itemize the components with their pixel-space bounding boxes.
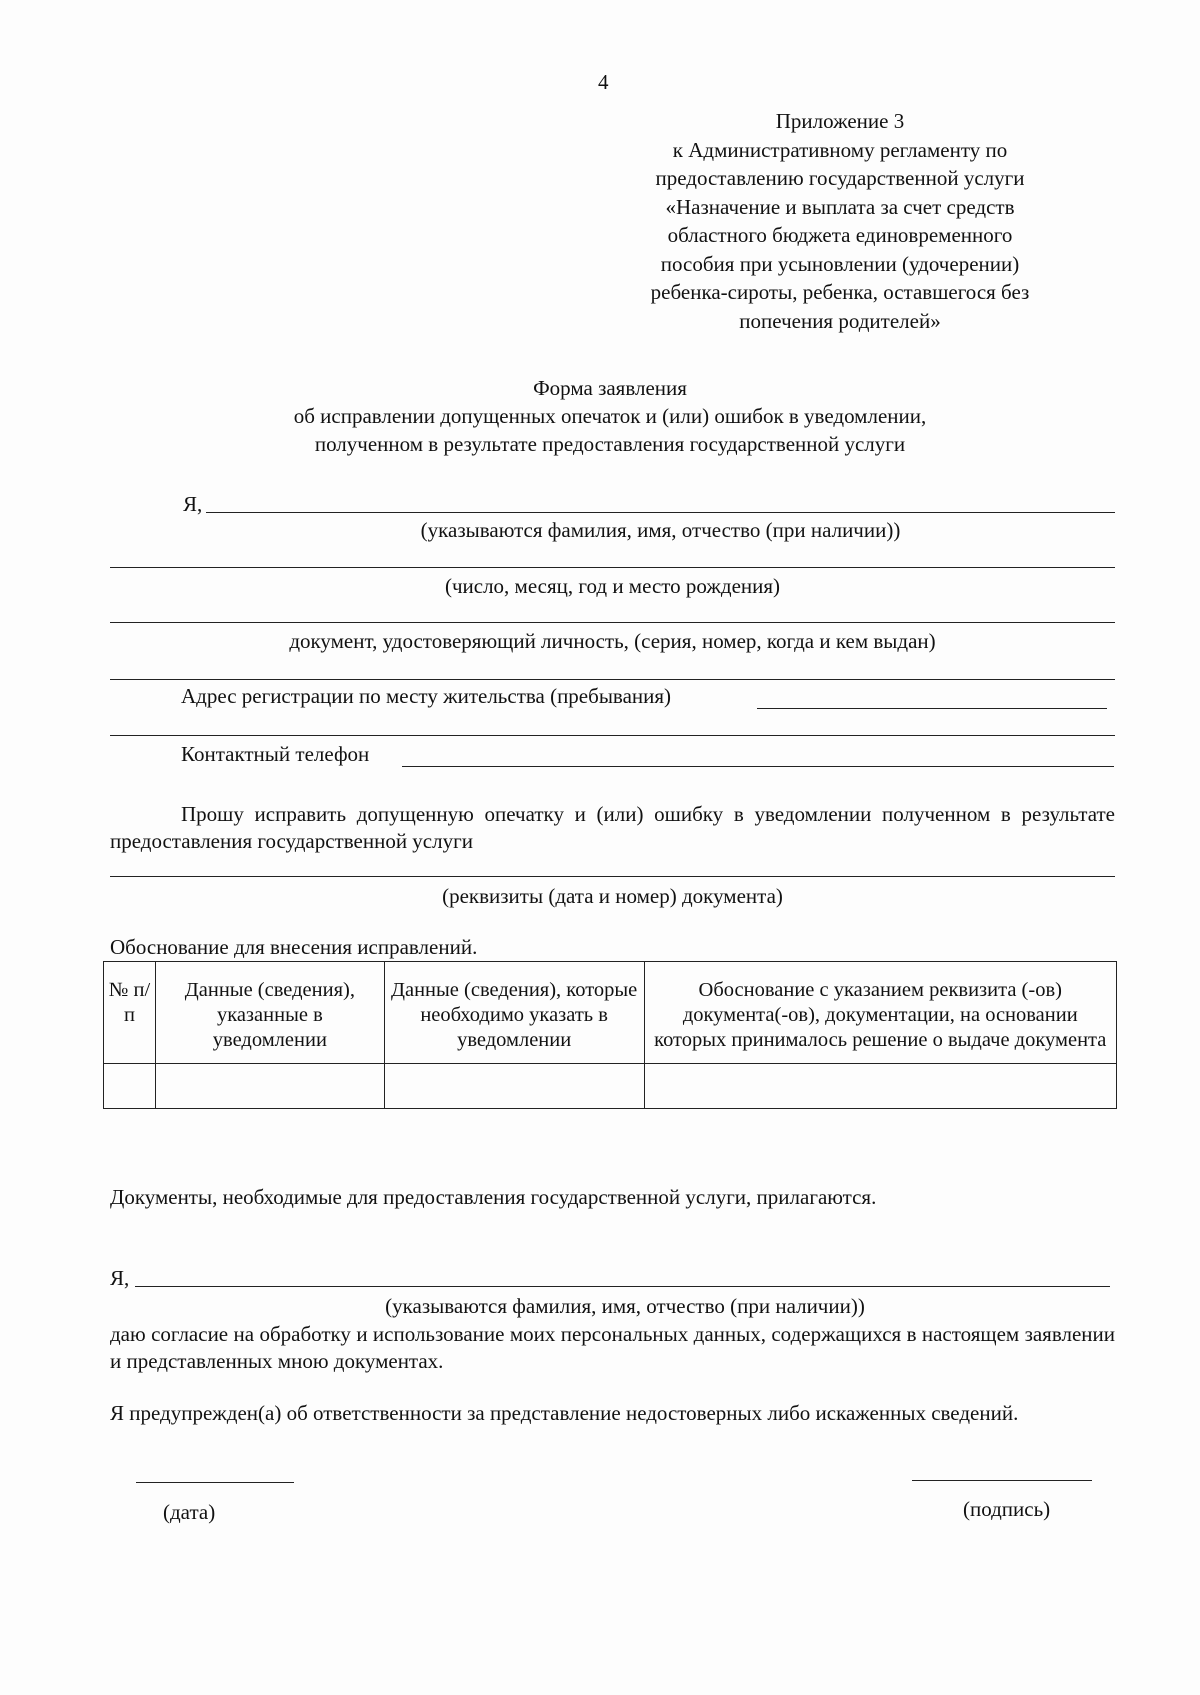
- table-cell-number[interactable]: [104, 1064, 156, 1109]
- date-caption: (дата): [163, 1500, 216, 1524]
- phone-field[interactable]: [402, 766, 1114, 767]
- signature-caption: (подпись): [963, 1497, 1051, 1521]
- appendix-line: «Назначение и выплата за счет средств: [665, 194, 1015, 219]
- appendix-line: попечения родителей»: [739, 308, 941, 333]
- table-header-row: [104, 962, 1117, 1064]
- table-heading: Обоснование для внесения исправлений.: [110, 935, 478, 959]
- appendix-line: ребенка-сироты, ребенка, оставшегося без: [650, 280, 1030, 304]
- requisites-field[interactable]: [110, 876, 1115, 877]
- column-header-correct-data: Данные (сведения), которые необходимо указать в уведомлении: [384, 962, 644, 1064]
- appendix-line: Приложение 3: [775, 109, 905, 133]
- birth-caption: (число, месяц, год и место рождения): [444, 574, 781, 598]
- applicant-fio-field[interactable]: [206, 512, 1115, 513]
- appendix-block: [605, 107, 1075, 335]
- appendix-line: пособия при усыновлении (удочерении): [660, 251, 1020, 276]
- consent-fio-field[interactable]: [135, 1286, 1110, 1287]
- form-title: [110, 374, 1110, 458]
- consent-ya-label: Я,: [110, 1266, 130, 1290]
- signature-field[interactable]: [912, 1480, 1092, 1481]
- id-document-field-line[interactable]: [110, 679, 1115, 680]
- applicant-fio-caption: (указываются фамилия, имя, отчество (при наличии)): [420, 518, 901, 542]
- consent-text: даю согласие на обработку и использование моих персональных данных, содержащихся в настоящем заявлении и представленных мною документах.: [110, 1322, 1115, 1373]
- id-document-caption: документ, удостоверяющий личность, (серия, номер, когда и кем выдан): [289, 629, 936, 653]
- page-number: 4: [598, 70, 609, 94]
- column-header-justification: Обоснование с указанием реквизита (-ов) документа(-ов), документации, на основании которых принималось решение о выдаче документа: [644, 962, 1116, 1064]
- table-row: [104, 1064, 1117, 1109]
- form-title-line: полученном в результате предоставления государственной услуги: [314, 432, 906, 456]
- liability-warning: Я предупрежден(а) об ответственности за представление недостоверных либо искаженных сведений.: [110, 1401, 1019, 1425]
- table-cell-correct-data[interactable]: [384, 1064, 644, 1109]
- applicant-ya-label: Я,: [183, 492, 203, 516]
- appendix-line: областного бюджета единовременного: [667, 223, 1013, 247]
- table-cell-notice-data[interactable]: [155, 1064, 384, 1109]
- address-field-line-2[interactable]: [110, 735, 1115, 736]
- phone-label: Контактный телефон: [181, 742, 370, 766]
- address-field[interactable]: [757, 708, 1107, 709]
- attachments-note: Документы, необходимые для предоставления государственной услуги, прилагаются.: [110, 1185, 877, 1209]
- form-title-line: Форма заявления: [533, 376, 687, 400]
- requisites-caption: (реквизиты (дата и номер) документа): [442, 884, 783, 908]
- appendix-line: предоставлению государственной услуги: [655, 166, 1025, 190]
- table-cell-justification[interactable]: [644, 1064, 1116, 1109]
- corrections-table: [103, 961, 1117, 1109]
- consent-fio-caption: (указываются фамилия, имя, отчество (при наличии)): [385, 1294, 865, 1318]
- form-title-line: об исправлении допущенных опечаток и (или) ошибок в уведомлении,: [293, 404, 927, 428]
- column-header-number: № п/п: [104, 962, 156, 1064]
- date-field[interactable]: [136, 1482, 294, 1483]
- appendix-line: к Административному регламенту по: [672, 137, 1008, 162]
- column-header-notice-data: Данные (сведения), указанные в уведомлении: [155, 962, 384, 1064]
- request-text: Прошу исправить допущенную опечатку и (или) ошибку в уведомлении полученном в результате предоставления государственной услуги: [110, 802, 1115, 853]
- id-document-field[interactable]: [110, 622, 1115, 623]
- address-label: Адрес регистрации по месту жительства (пребывания): [181, 684, 672, 708]
- birth-field[interactable]: [110, 567, 1115, 568]
